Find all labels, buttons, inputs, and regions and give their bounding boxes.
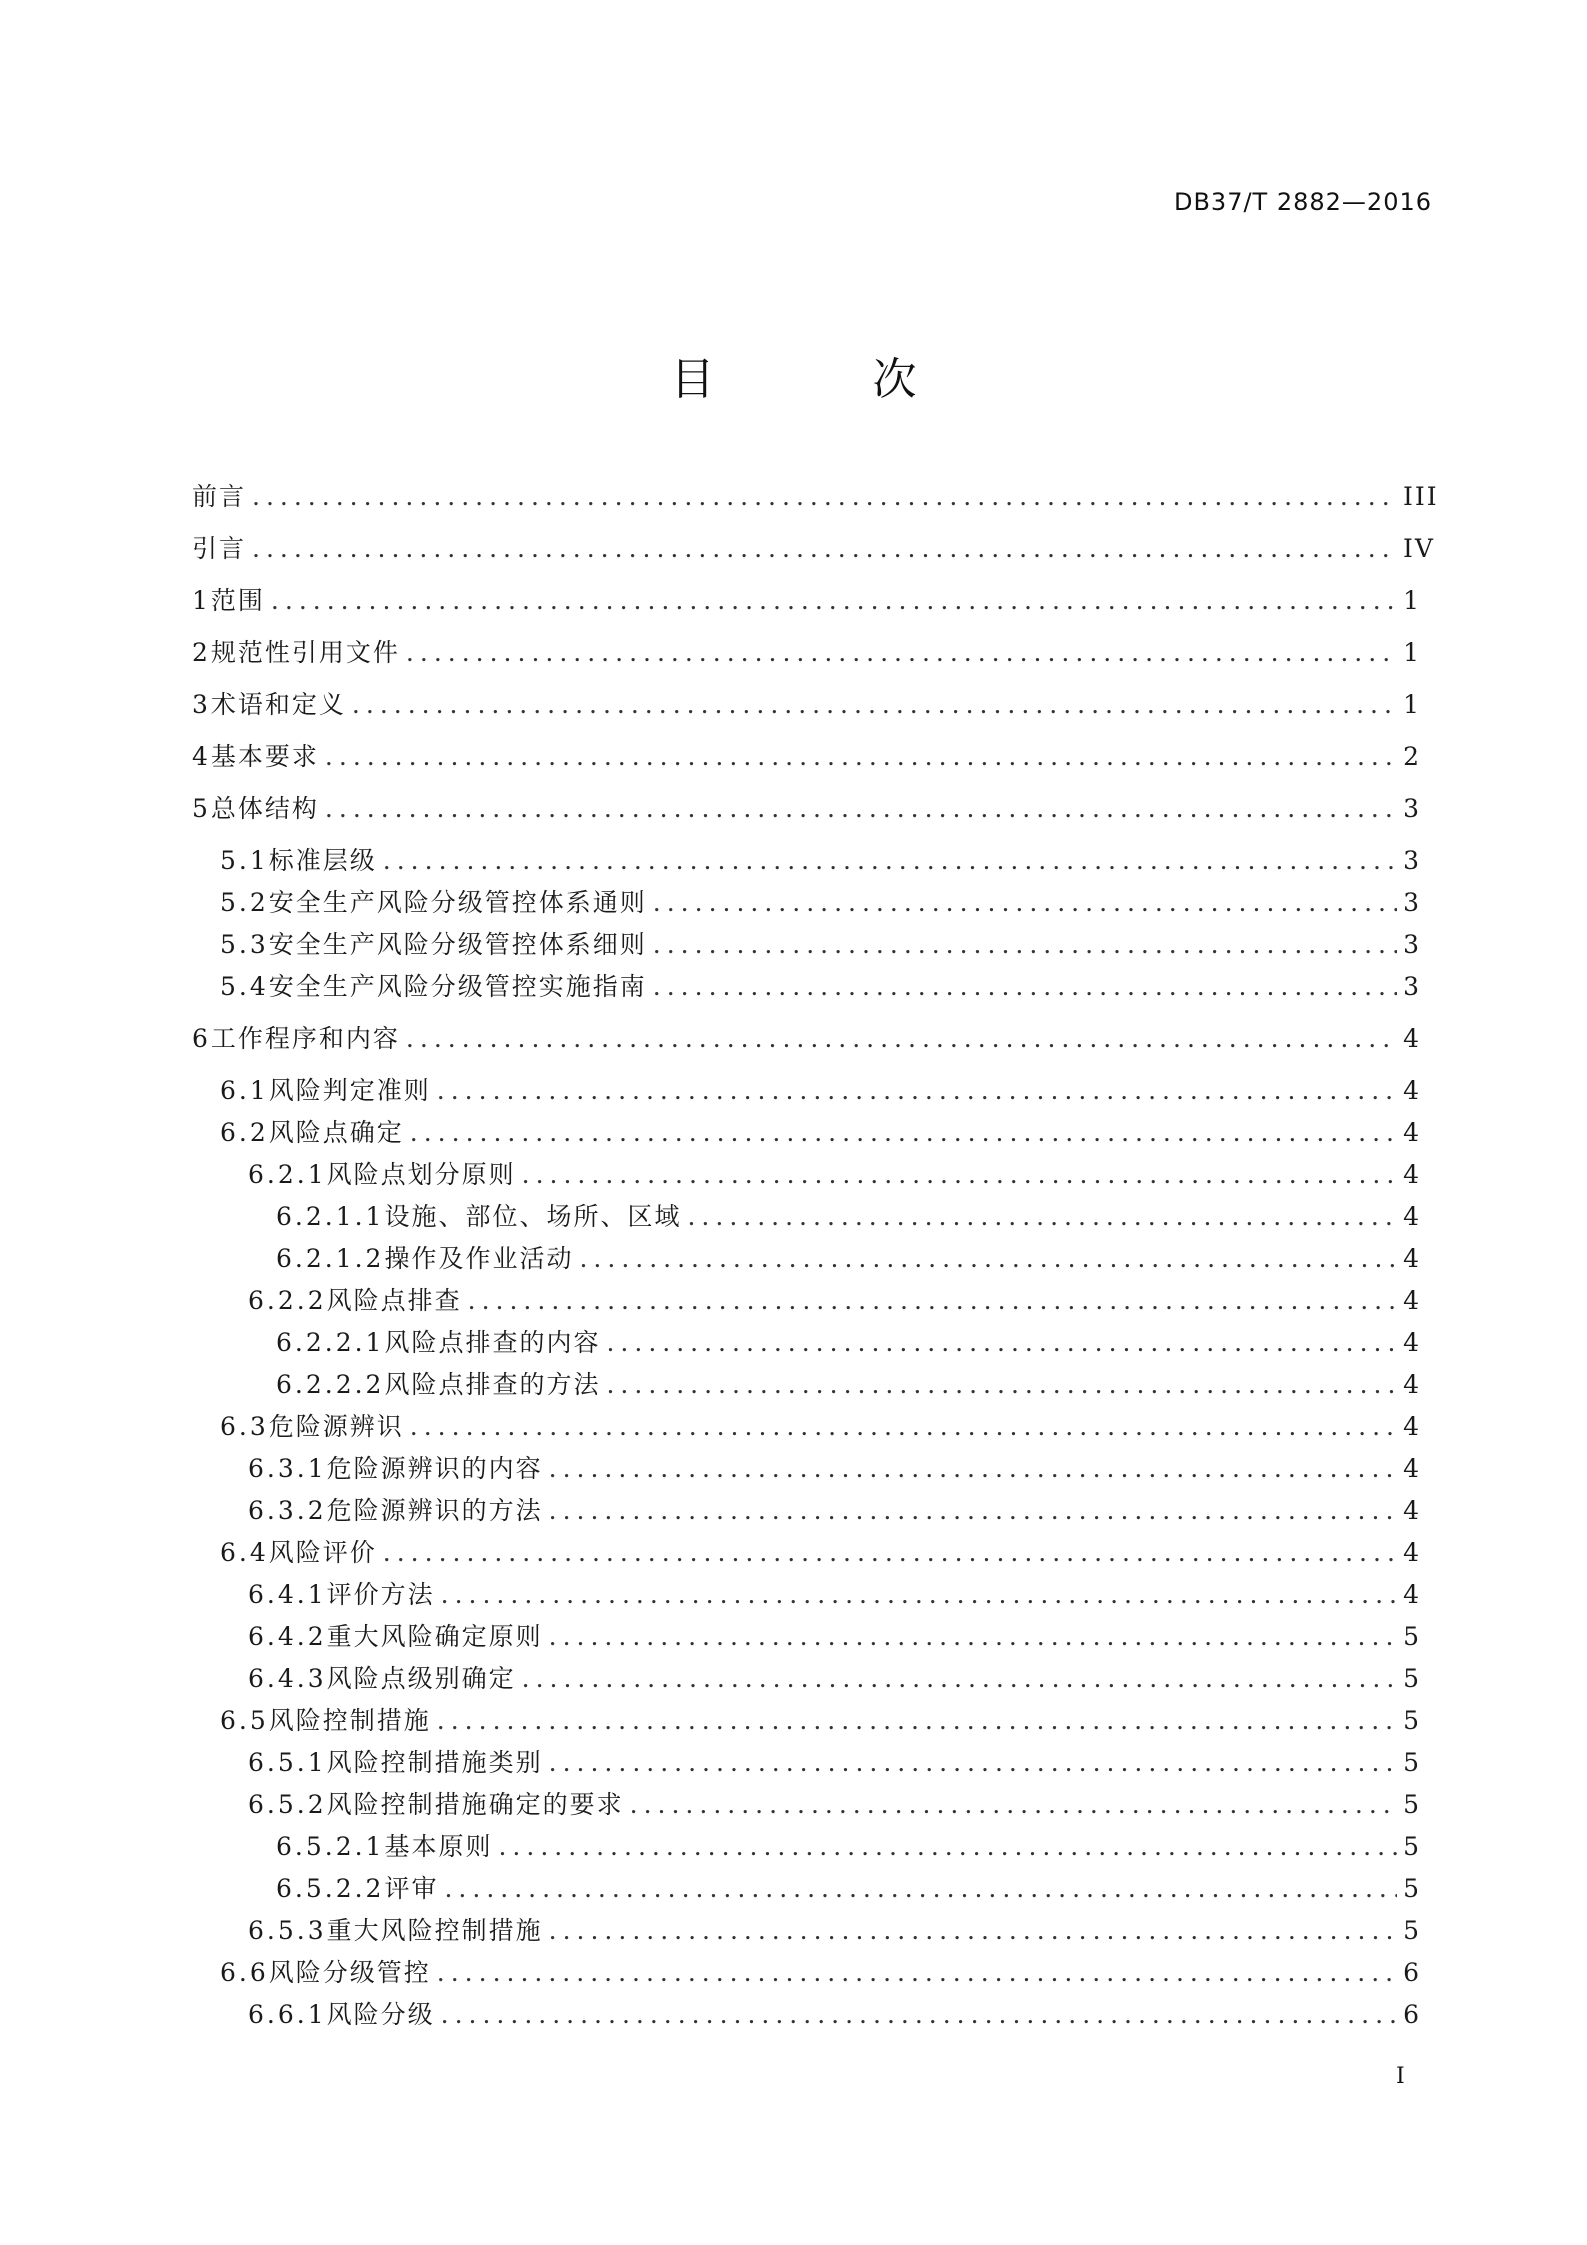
toc-row[interactable] xyxy=(248,1157,1421,1193)
toc-row[interactable] xyxy=(220,969,1421,1005)
toc-row-label: 风险点级别确定 xyxy=(326,1664,516,1693)
toc-row[interactable] xyxy=(248,1787,1421,1823)
toc-row-number: 6.6 xyxy=(220,1958,269,1987)
toc-row-leader xyxy=(271,583,1397,619)
toc-row-label: 术语和定义 xyxy=(210,690,346,719)
toc-row-label: 安全生产风险分级管控实施指南 xyxy=(268,972,647,1001)
toc-row-page: 5 xyxy=(1403,1832,1421,1861)
toc-row-label: 范围 xyxy=(210,586,265,615)
toc-row-number: 1 xyxy=(192,586,211,615)
toc-row-page: 1 xyxy=(1403,638,1421,667)
doc-code: DB37/T 2882—2016 xyxy=(1173,188,1432,216)
toc-row[interactable] xyxy=(192,635,1421,671)
toc-row-number: 6.4.2 xyxy=(248,1622,327,1651)
toc-row-label: 风险控制措施类别 xyxy=(326,1748,543,1777)
toc-row-leader xyxy=(522,1661,1397,1697)
toc-row-number: 6.5.2.1 xyxy=(276,1832,385,1861)
toc-row[interactable] xyxy=(220,1703,1421,1739)
toc-row-leader xyxy=(325,739,1397,775)
toc-row-number: 6.1 xyxy=(220,1076,269,1105)
toc-row-page: 1 xyxy=(1403,586,1421,615)
toc-row[interactable] xyxy=(192,687,1421,723)
toc-row-number: 6.3 xyxy=(220,1412,269,1441)
toc-row-leader xyxy=(468,1283,1397,1319)
toc-row-label: 重大风险确定原则 xyxy=(326,1622,543,1651)
toc-row-page: 4 xyxy=(1403,1202,1421,1231)
toc-row-leader xyxy=(444,1871,1397,1907)
toc-row-number: 6.5.1 xyxy=(248,1748,327,1777)
toc-row-label: 风险分级 xyxy=(326,2000,435,2029)
toc-row-leader xyxy=(383,1535,1397,1571)
toc-row-number: 6 xyxy=(192,1024,211,1053)
toc-row-leader xyxy=(410,1115,1397,1151)
toc-row-page: 1 xyxy=(1403,690,1421,719)
toc-row-leader xyxy=(437,1955,1397,1991)
toc-row-page: 3 xyxy=(1403,888,1421,917)
toc-row-label: 引言 xyxy=(192,534,247,563)
toc-row-leader xyxy=(522,1157,1397,1193)
toc-row-leader xyxy=(549,1913,1397,1949)
toc-row[interactable] xyxy=(276,1241,1421,1277)
toc-row-page: 4 xyxy=(1403,1328,1421,1357)
toc-row-page: IV xyxy=(1403,534,1435,563)
toc-row[interactable] xyxy=(248,1661,1421,1697)
toc-row-label: 标准层级 xyxy=(268,846,377,875)
toc-row[interactable] xyxy=(248,1997,1421,2033)
toc-row[interactable] xyxy=(220,1409,1421,1445)
toc-row[interactable] xyxy=(248,1283,1421,1319)
toc-row-leader xyxy=(606,1325,1397,1361)
toc-row-label: 风险点确定 xyxy=(268,1118,404,1147)
toc-row-leader xyxy=(549,1493,1397,1529)
toc-row-number: 6.5.3 xyxy=(248,1916,327,1945)
toc-row-number: 6.2.2.1 xyxy=(276,1328,385,1357)
toc-row-page: 3 xyxy=(1403,972,1421,1001)
toc-row-page: 4 xyxy=(1403,1454,1421,1483)
toc-row[interactable] xyxy=(220,927,1421,963)
toc-row-page: 4 xyxy=(1403,1244,1421,1273)
toc-row-page: 4 xyxy=(1403,1286,1421,1315)
toc-row-label: 总体结构 xyxy=(210,794,319,823)
toc-row-number: 6.4 xyxy=(220,1538,269,1567)
toc-row-leader xyxy=(252,531,1397,567)
toc-row-page: 4 xyxy=(1403,1496,1421,1525)
toc-row-leader xyxy=(325,791,1397,827)
toc-row-page: 2 xyxy=(1403,742,1421,771)
toc-row[interactable] xyxy=(276,1367,1421,1403)
toc-row-number: 6.4.1 xyxy=(248,1580,327,1609)
toc-row-label: 风险控制措施确定的要求 xyxy=(326,1790,624,1819)
toc-row[interactable] xyxy=(192,791,1421,827)
toc-row-leader xyxy=(549,1745,1397,1781)
toc-row[interactable] xyxy=(192,479,1439,515)
toc-row-label: 危险源辨识的方法 xyxy=(326,1496,543,1525)
toc-row-leader xyxy=(579,1241,1397,1277)
toc-row-number: 5.4 xyxy=(220,972,269,1001)
toc-row-leader xyxy=(437,1703,1397,1739)
toc-row[interactable] xyxy=(248,1577,1421,1613)
toc-row-page: 4 xyxy=(1403,1370,1421,1399)
toc-row-label: 基本要求 xyxy=(210,742,319,771)
toc-row-page: 5 xyxy=(1403,1874,1421,1903)
toc-row-label: 风险控制措施 xyxy=(268,1706,431,1735)
toc-row-label: 安全生产风险分级管控体系细则 xyxy=(268,930,647,959)
toc-row-leader xyxy=(653,885,1397,921)
toc-row-label: 危险源辨识 xyxy=(268,1412,404,1441)
toc-row[interactable] xyxy=(220,843,1421,879)
toc-row-label: 风险判定准则 xyxy=(268,1076,431,1105)
toc-row-leader xyxy=(606,1367,1397,1403)
toc-row-page: 4 xyxy=(1403,1024,1421,1053)
toc-row-page: 4 xyxy=(1403,1412,1421,1441)
toc-row-label: 重大风险控制措施 xyxy=(326,1916,543,1945)
toc-row-label: 风险分级管控 xyxy=(268,1958,431,1987)
toc-row-number: 5.3 xyxy=(220,930,269,959)
toc-row-page: 5 xyxy=(1403,1748,1421,1777)
toc-row-label: 风险点排查 xyxy=(326,1286,462,1315)
toc-row-leader xyxy=(252,479,1397,515)
toc-row-number: 5 xyxy=(192,794,211,823)
toc-row-leader xyxy=(437,1073,1397,1109)
toc-row[interactable] xyxy=(192,583,1421,619)
toc-row[interactable] xyxy=(276,1829,1421,1865)
toc-row[interactable] xyxy=(220,1073,1421,1109)
toc-row[interactable] xyxy=(192,531,1435,567)
toc-row-page: 5 xyxy=(1403,1706,1421,1735)
toc-row-leader xyxy=(406,1021,1397,1057)
toc-row-page: 3 xyxy=(1403,930,1421,959)
toc-row-page: 5 xyxy=(1403,1790,1421,1819)
toc-row-number: 6.2.1 xyxy=(248,1160,327,1189)
toc-row-label: 评价方法 xyxy=(326,1580,435,1609)
toc-row-page: III xyxy=(1403,482,1439,511)
toc-row-leader xyxy=(653,927,1397,963)
toc-row-page: 6 xyxy=(1403,2000,1421,2029)
toc-row-number: 6.6.1 xyxy=(248,2000,327,2029)
toc-row-label: 风险点排查的内容 xyxy=(384,1328,601,1357)
toc-row-number: 6.3.1 xyxy=(248,1454,327,1483)
toc-row-page: 5 xyxy=(1403,1916,1421,1945)
toc-row-leader xyxy=(352,687,1397,723)
toc-row-leader xyxy=(630,1787,1397,1823)
toc-row-page: 4 xyxy=(1403,1580,1421,1609)
toc-row-label: 安全生产风险分级管控体系通则 xyxy=(268,888,647,917)
toc-row-page: 3 xyxy=(1403,846,1421,875)
toc-row-leader xyxy=(549,1619,1397,1655)
toc-row-leader xyxy=(441,1577,1397,1613)
toc-row[interactable] xyxy=(248,1493,1421,1529)
toc-row[interactable] xyxy=(248,1913,1421,1949)
toc-row-number: 6.2.2.2 xyxy=(276,1370,385,1399)
toc-row-number: 6.2.2 xyxy=(248,1286,327,1315)
toc-row-page: 4 xyxy=(1403,1076,1421,1105)
toc-row-leader xyxy=(441,1997,1397,2033)
toc-row-leader xyxy=(406,635,1397,671)
toc-row[interactable] xyxy=(220,1535,1421,1571)
toc-row-label: 前言 xyxy=(192,482,247,511)
toc-row-number: 5.1 xyxy=(220,846,269,875)
toc-row-number: 6.5.2.2 xyxy=(276,1874,385,1903)
toc-row-page: 5 xyxy=(1403,1664,1421,1693)
toc-row[interactable] xyxy=(248,1619,1421,1655)
toc-row[interactable] xyxy=(220,885,1421,921)
toc-row-label: 危险源辨识的内容 xyxy=(326,1454,543,1483)
toc-row[interactable] xyxy=(276,1325,1421,1361)
toc-row-number: 6.2.1.1 xyxy=(276,1202,385,1231)
toc-row-page: 4 xyxy=(1403,1160,1421,1189)
toc-row-label: 风险点划分原则 xyxy=(326,1160,516,1189)
toc-row-number: 6.2.1.2 xyxy=(276,1244,385,1273)
toc-row-page: 4 xyxy=(1403,1538,1421,1567)
toc-row-leader xyxy=(653,969,1397,1005)
toc-row-leader xyxy=(687,1199,1397,1235)
toc-row-label: 操作及作业活动 xyxy=(384,1244,574,1273)
toc-row-leader xyxy=(549,1451,1397,1487)
toc-row-number: 6.5 xyxy=(220,1706,269,1735)
toc-row[interactable] xyxy=(276,1199,1421,1235)
toc-row-label: 评审 xyxy=(384,1874,439,1903)
toc-row-number: 6.4.3 xyxy=(248,1664,327,1693)
toc-row-label: 风险评价 xyxy=(268,1538,377,1567)
page-number: I xyxy=(1396,2064,1405,2089)
toc-row[interactable] xyxy=(276,1871,1421,1907)
page-title: 目 次 xyxy=(670,354,989,405)
toc-row-number: 5.2 xyxy=(220,888,269,917)
toc-row-page: 6 xyxy=(1403,1958,1421,1987)
toc-row-page: 4 xyxy=(1403,1118,1421,1147)
toc-row[interactable] xyxy=(220,1955,1421,1991)
toc-row-leader xyxy=(410,1409,1397,1445)
toc-row-label: 风险点排查的方法 xyxy=(384,1370,601,1399)
toc-row[interactable] xyxy=(192,739,1421,775)
toc-row-page: 5 xyxy=(1403,1622,1421,1651)
toc-row-number: 2 xyxy=(192,638,211,667)
toc-row-number: 3 xyxy=(192,690,211,719)
toc-row-label: 工作程序和内容 xyxy=(210,1024,400,1053)
toc-row[interactable] xyxy=(192,1021,1421,1057)
toc-row-label: 规范性引用文件 xyxy=(210,638,400,667)
toc-row-number: 6.5.2 xyxy=(248,1790,327,1819)
toc-row-leader xyxy=(383,843,1397,879)
toc-row-number: 6.3.2 xyxy=(248,1496,327,1525)
toc-row[interactable] xyxy=(220,1115,1421,1151)
toc-row-number: 6.2 xyxy=(220,1118,269,1147)
toc-row-number: 4 xyxy=(192,742,211,771)
toc-row-label: 基本原则 xyxy=(384,1832,493,1861)
toc-row-page: 3 xyxy=(1403,794,1421,823)
toc-row-leader xyxy=(498,1829,1397,1865)
toc-row[interactable] xyxy=(248,1745,1421,1781)
toc-row-label: 设施、部位、场所、区域 xyxy=(384,1202,682,1231)
toc-row[interactable] xyxy=(248,1451,1421,1487)
